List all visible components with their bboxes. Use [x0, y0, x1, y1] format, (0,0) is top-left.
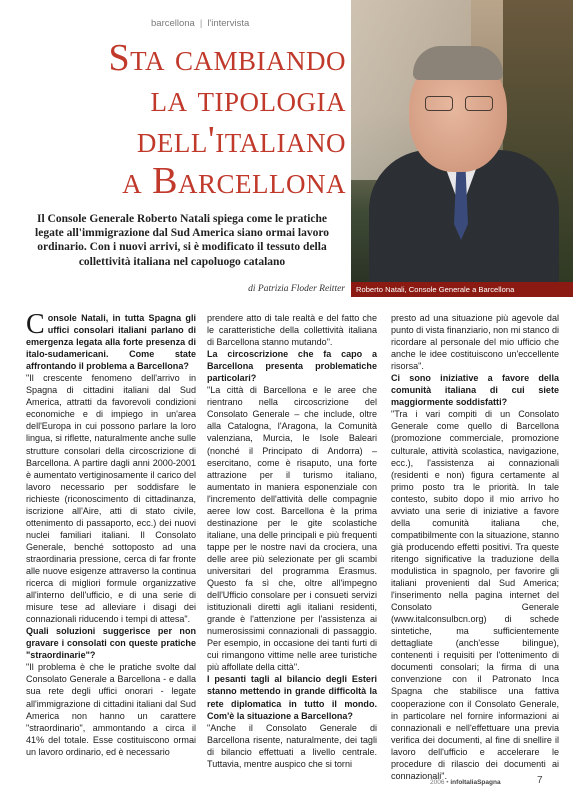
- headline-line: a Barcellona: [122, 160, 346, 202]
- question-text: onsole Natali, in tutta Spagna gli uffici consolari italiani parlano di emergenza legata alla forte presenza di italo-sudamericani. Come state affrontando il problema a Barcellona?: [26, 313, 196, 372]
- section-tag: [151, 18, 249, 29]
- article-column-3: [391, 312, 559, 782]
- byline: di Patrizia Floder Reitter: [248, 284, 345, 294]
- answer: "Il crescente fenomeno dell'arrivo in Spagna di cittadini italiani dal Sud America, attratti da favorevoli condizioni economiche e di impiego in un'area dell'Europa in cui possono parlare la loro lingua, si riflette, naturalmente anche sulle strutture consolari della circoscrizione di Barcellona. A partire dagli anni 2000-2001 è aumentato vertiginosamente il carico del lavoro necessario per soddisfare le richieste (riconoscimento di cittadinanza, iscrizione all'Aire, atti di stato civile, ottenimento di passaporto, ecc.) dei nuovi nuclei familiari italiani. Il Consolato Generale, benché sottoposto ad una straordinaria pressione, cerca di far fronte alle nuove esigenze attraverso la continua ricerca di migliori formule organizzative all'interno dell'ufficio, e di una serie di misure tese ad alleviare i disagi dei connazionali riducendo i tempi di attesa".: [26, 373, 196, 625]
- portrait-photo: [351, 0, 573, 282]
- footer-brand: infoItaliaSpagna: [450, 779, 501, 786]
- question: La circoscrizione che fa capo a Barcellona presenta problematiche particolari?: [207, 349, 377, 384]
- photo-hair: [413, 46, 503, 80]
- question: [26, 309, 196, 372]
- section-sublabel: l'intervista: [207, 18, 250, 29]
- dropcap: C: [26, 309, 45, 340]
- answer: "La città di Barcellona e le aree che rientrano nella circoscrizione del Consolato Generale – che include, oltre alla Catalogna, l'Aragona, la Comunità valenziana, Murcia, le Isole Baleari (nonché il Principato di Andorra) – esercitano, come è risaputo, una forte attrazione per il turismo italiano, aumentato in maniera esponenziale con l'incremento dell'attività delle compagnie aeree low cost. Barcellona è la prima destinazione per le gite scolastiche italiane, una delle principali e più frequenti tappe per le nostre navi da crociera, una delle aree più selezionate per gli scambi universitari del programma Erasmus. Questo fa sì che, oltre all'impegno dell'Ufficio consolare per i consueti servizi istituzionali diretti agli italiani residenti, grande è l'attenzione per l'assistenza ai numerosissimi connazionali di passaggio. Per esempio, in occasione dei tanti furti di cui rimangono vittime nelle aree turistiche più affollate della città".: [207, 385, 377, 673]
- section-separator: |: [199, 18, 203, 29]
- article-column-1: [26, 309, 196, 758]
- headline: [0, 38, 346, 202]
- article-column-2: [207, 312, 377, 770]
- footer-year: 2006: [430, 779, 445, 786]
- question: I pesanti tagli al bilancio degli Esteri stanno mettendo in grande difficoltà la rete diplomatica in tutto il mondo. Com'è la situazione a Barcellona?: [207, 674, 377, 721]
- page-footer: [430, 779, 501, 786]
- answer: presto ad una situazione più agevole dal punto di vista finanziario, non mi stanco di ricordare al personale del mio ufficio che anche le idee costituiscono un'eccellente risorsa".: [391, 313, 559, 372]
- question: Ci sono iniziative a favore della comunità italiana di cui siete maggiormente soddisfatti?: [391, 373, 559, 408]
- section-label: barcellona: [151, 18, 195, 29]
- photo-glasses: [425, 96, 495, 110]
- answer: prendere atto di tale realtà e del fatto che le caratteristiche della collettività italiana di Barcellona stanno mutando".: [207, 313, 377, 348]
- headline-line: dell'italiano: [136, 119, 346, 161]
- headline-line: Sta cambiando: [108, 37, 346, 79]
- answer: "Il problema è che le pratiche svolte dal Consolato Generale a Barcellona - e dalla sua rete degli uffici onorari - legate all'immigrazione di cittadini italiani dal Sud America non hanno un carattere "straordinario", ammontando a circa il 41% del totale. Esse costituiscono ormai un lavoro ordinario, ed è necessario: [26, 662, 196, 757]
- question: Quali soluzioni suggerisce per non gravare i consolati con queste pratiche "straordinarie"?: [26, 626, 196, 661]
- answer: "Tra i vari compiti di un Consolato Generale come quello di Barcellona (promozione commerciale, promozione culturale, attività scolastica, navigazione, ecc.), l'assistenza ai connazionali (residenti e non) figura certamente al primo posto tra le priorità. In tale contesto, subito dopo il mio arrivo ho avviato una serie di iniziative a favore della comunità italiana che, compatibilmente con la situazione, stanno già producendo effetti positivi. Tra queste ritengo significative la traduzione della modulistica in spagnolo, per favorire gli italiani provenienti dal Sud America; l'inserimento nella pagina internet del Consolato Generale (www.italconsulbcn.org) di schede sintetiche, ma sufficientemente dettagliate (anch'esse bilingue), contenenti i requisiti per l'ottenimento di documenti consolari; la firma di una convenzione con il Patronato Inca Spagna che stabilisce una fattiva cooperazione con il Consolato Generale, in particolare nel fornire informazioni ai connazionali e nell'effettuare una previa verifica dei documenti, al fine di snellire il lavoro dell'ufficio e accelerare le procedure di rilascio dei documenti ai connazionali".: [391, 409, 559, 781]
- footer-bullet: •: [446, 779, 449, 786]
- page-number: 7: [537, 775, 543, 786]
- photo-caption: Roberto Natali, Console Generale a Barcellona: [351, 282, 573, 297]
- lead-paragraph: Il Console Generale Roberto Natali spiega come le pratiche legate all'immigrazione dal Sud America siano ormai lavoro ordinario. Con i nuovi arrivi, si è modificato il tessuto della collettività italiana nel capoluogo catalano: [35, 213, 329, 268]
- headline-line: la tipologia: [150, 78, 346, 120]
- answer: "Anche il Consolato Generale di Barcellona risente, naturalmente, dei tagli di bilancio effettuati a livello centrale. Tuttavia, mentre auspico che si torni: [207, 722, 377, 769]
